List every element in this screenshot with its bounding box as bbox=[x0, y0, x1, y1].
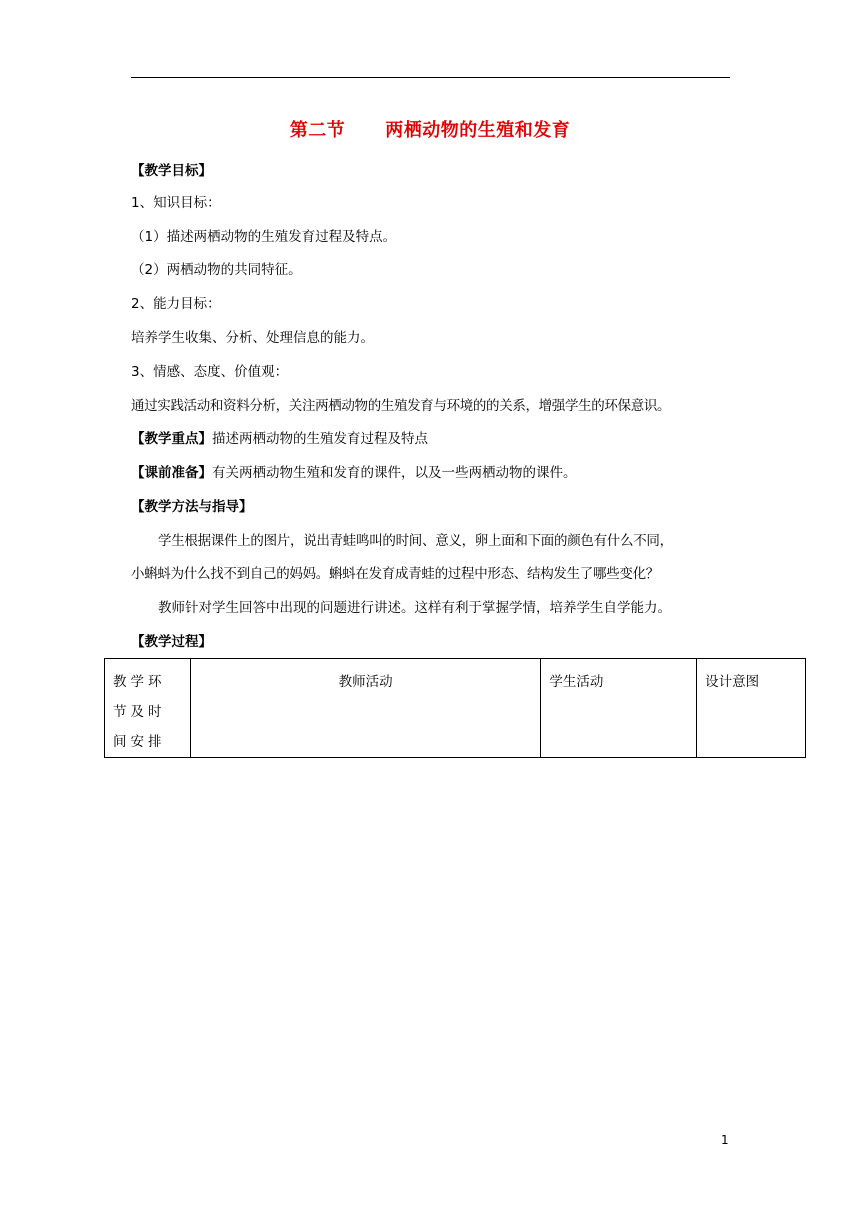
objectives-heading: 【教学目标】 bbox=[131, 163, 212, 179]
process-table bbox=[104, 658, 806, 758]
keypoint-text: 描述两栖动物的生殖发育过程及特点 bbox=[212, 431, 428, 447]
emotion-heading: 3、情感、态度、价值观： bbox=[131, 364, 289, 380]
table-row bbox=[105, 659, 806, 758]
title-text: 两栖动物的生殖和发育 bbox=[385, 120, 571, 141]
emotion-text: 通过实践活动和资料分析，关注两栖动物的生殖发育与环境的的关系，增强学生的环保意识。 bbox=[131, 398, 671, 414]
keypoint-line bbox=[131, 429, 428, 449]
process-heading: 【教学过程】 bbox=[131, 634, 212, 650]
column-header-intent: 设计意图 bbox=[697, 659, 806, 758]
header-rule bbox=[131, 77, 730, 78]
preparation-label: 【课前准备】 bbox=[131, 465, 212, 481]
column-header-student: 学生活动 bbox=[541, 659, 697, 758]
preparation-line bbox=[131, 463, 577, 483]
page-title bbox=[0, 116, 860, 142]
preparation-text: 有关两栖动物生殖和发育的课件，以及一些两栖动物的课件。 bbox=[212, 465, 577, 481]
knowledge-item-2: （2）两栖动物的共同特征。 bbox=[131, 262, 302, 278]
keypoint-label: 【教学重点】 bbox=[131, 431, 212, 447]
method-paragraph-2: 教师针对学生回答中出现的问题进行讲述。这样有利于掌握学情，培养学生自学能力。 bbox=[158, 600, 671, 616]
knowledge-heading: 1、知识目标： bbox=[131, 195, 221, 211]
method-heading: 【教学方法与指导】 bbox=[131, 499, 253, 515]
title-section: 第二节 bbox=[289, 120, 346, 141]
ability-heading: 2、能力目标： bbox=[131, 296, 221, 312]
method-paragraph-1-line-1: 学生根据课件上的图片，说出青蛙鸣叫的时间、意义，卵上面和下面的颜色有什么不同， bbox=[158, 533, 673, 549]
column-header-teacher: 教师活动 bbox=[190, 659, 540, 758]
knowledge-item-1: （1）描述两栖动物的生殖发育过程及特点。 bbox=[131, 229, 397, 245]
column-header-stage: 教学环节及时间安排 bbox=[105, 659, 191, 758]
method-paragraph-1-line-2: 小蝌蚪为什么找不到自己的妈妈。蝌蚪在发育成青蛙的过程中形态、结构发生了哪些变化？ bbox=[131, 566, 659, 582]
ability-text: 培养学生收集、分析、处理信息的能力。 bbox=[131, 330, 374, 346]
page-number: 1 bbox=[721, 1133, 729, 1147]
